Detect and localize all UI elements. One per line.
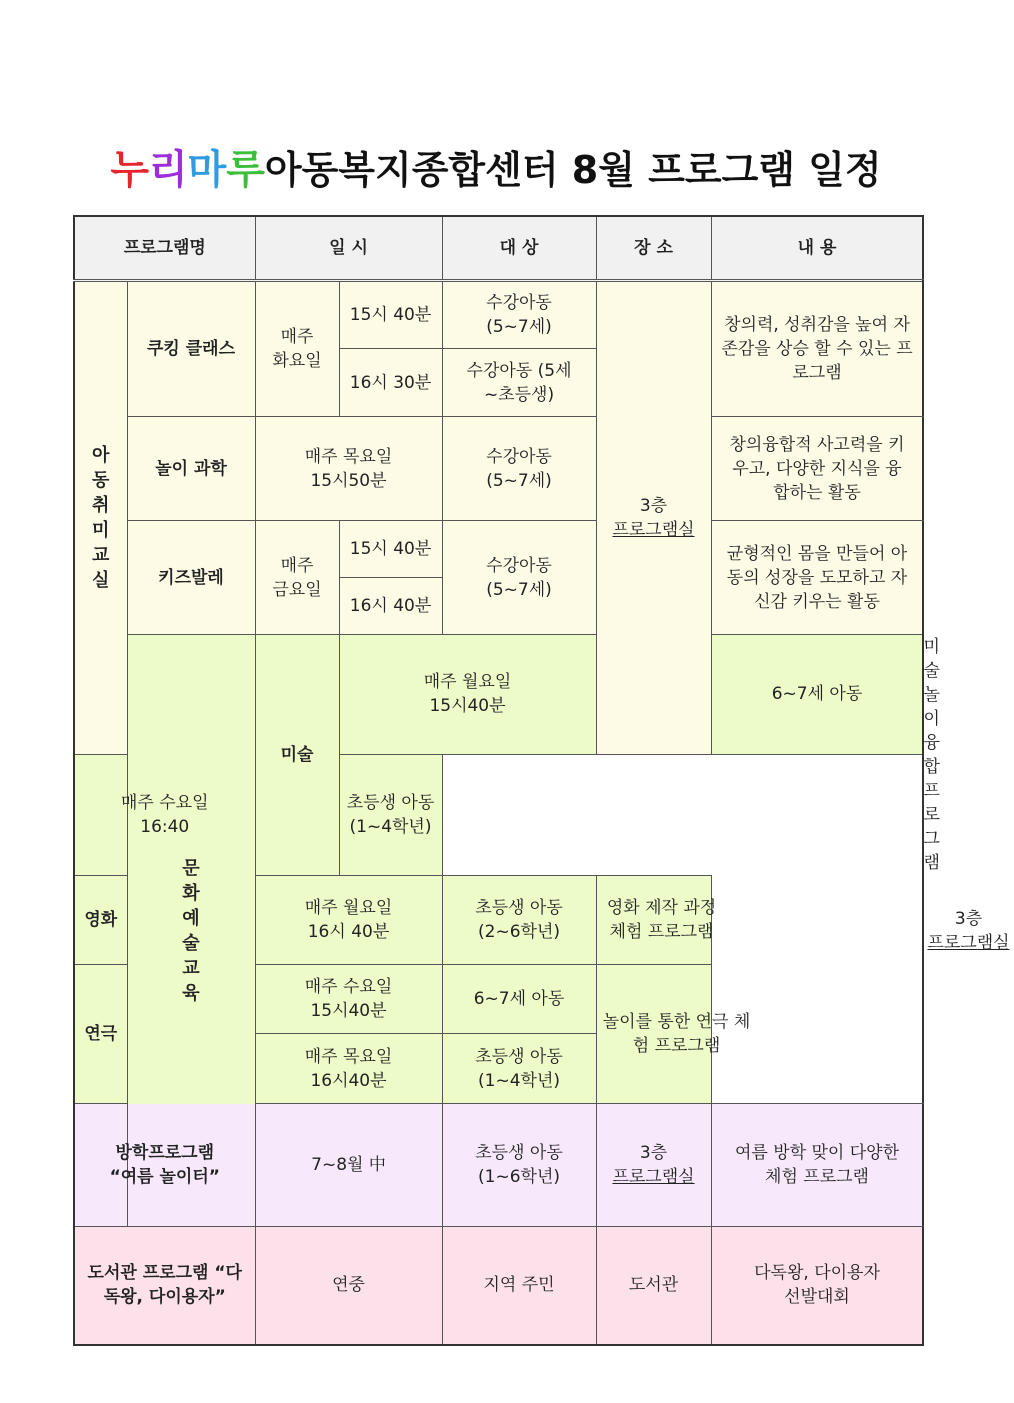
- art-schedule-2: 매주 수요일 16:40: [74, 754, 255, 875]
- schedule-table: 프로그램명 일 시 대 상 장 소 내 용 아동취미교실 쿠킹 클래스 매주 화요일 15시 40분 수강아동 (5~7세) 3층 프로그램실 창의력, 성취감을 높여 자존감을 상승 할 수 있는 프로그램 16시 30분 수강아동 (5세~초등생) 놀이 과학 매주 목요일 15시50분 수강아동 (5~7세) 창의융합적 사고력을 키우고, 다양한 지식을 융합하는 활동 키즈발레 매주 금요일 15시 40분 수강아동 (5~7세) 균형적인 몸을 만들어 아동의 성장을 도모하고 자신감 키우는 활동 16시 40분 문화예술교육 미술 매주 월요일 15시40분 6~7세 아동 3층 프로그램실 미술 놀이 융합 프로그램 매주 수요일 16:40 초등생 아동 (1~4학년) 영화 매주 월요일 16시 40분 초등생 아동 (2~6학년) 영화 제작 과정 체험 프로그램 연극 매주 수요일 15시40분 6~7세 아동 놀이를 통한 연극 체험 프로그램 매주 목요일 16시40분 초등생 아동 (1~4학년) 방학프로그램 “여름 놀이터” 7~8월 中 초등생 아동 (1~6학년) 3층 프로그램실 여름 방학 맞이 다양한 체험 프로그램 도서관 프로그램 “다독왕, 다이용자” 연중 지역 주민 도서관 다독왕, 다이용자 선발대회: [73, 215, 924, 1346]
- header-content: 내 용: [711, 216, 923, 281]
- program-cooking: 쿠킹 클래스: [127, 281, 255, 417]
- drama-target-2: 초등생 아동 (1~4학년): [442, 1034, 596, 1104]
- film-target: 초등생 아동 (2~6학년): [442, 876, 596, 965]
- page-title: [0, 140, 992, 200]
- brand-char: 누: [110, 147, 149, 193]
- title-rest: 아동복지종합센터 8월 프로그램 일정: [264, 148, 882, 192]
- brand-char: 루: [226, 147, 265, 193]
- program-afterschool: 방학프로그램 “여름 놀이터”: [74, 1104, 255, 1227]
- drama-schedule-1: 매주 수요일 15시40분: [255, 965, 442, 1034]
- category-culture: 문화예술교육: [127, 635, 255, 1227]
- library-target: 지역 주민: [442, 1227, 596, 1345]
- cooking-target-1: 수강아동 (5~7세): [442, 281, 596, 349]
- ballet-time-2: 16시 40분: [339, 578, 442, 635]
- library-schedule: 연중: [255, 1227, 442, 1345]
- library-content: 다독왕, 다이용자 선발대회: [711, 1227, 923, 1345]
- science-target: 수강아동 (5~7세): [442, 417, 596, 521]
- ballet-day: 매주 금요일: [255, 521, 339, 635]
- program-art: 미술: [255, 635, 339, 876]
- header-program: 프로그램명: [74, 216, 255, 281]
- cooking-content: 창의력, 성취감을 높여 자존감을 상승 할 수 있는 프로그램: [711, 281, 923, 417]
- ballet-content: 균형적인 몸을 만들어 아동의 성장을 도모하고 자신감 키우는 활동: [711, 521, 923, 635]
- science-schedule: 매주 목요일 15시50분: [255, 417, 442, 521]
- film-schedule: 매주 월요일 16시 40분: [255, 876, 442, 965]
- program-ballet: 키즈발레: [127, 521, 255, 635]
- cooking-time-1: 15시 40분: [339, 281, 442, 349]
- header-place: 장 소: [596, 216, 711, 281]
- ballet-time-1: 15시 40분: [339, 521, 442, 578]
- program-science: 놀이 과학: [127, 417, 255, 521]
- art-target-2: 초등생 아동 (1~4학년): [339, 754, 442, 875]
- brand-char: 리: [148, 147, 188, 193]
- program-film: 영화: [74, 876, 127, 965]
- brand-char: 마: [187, 147, 227, 193]
- art-target-1: 6~7세 아동: [711, 635, 923, 755]
- ballet-target: 수강아동 (5~7세): [442, 521, 596, 635]
- drama-target-1: 6~7세 아동: [442, 965, 596, 1034]
- header-row: [74, 216, 923, 281]
- program-drama: 연극: [74, 965, 127, 1104]
- drama-content: 놀이를 통한 연극 체험 프로그램: [596, 965, 711, 1104]
- science-content: 창의융합적 사고력을 키우고, 다양한 지식을 융합하는 활동: [711, 417, 923, 521]
- afterschool-content: 여름 방학 맞이 다양한 체험 프로그램: [711, 1104, 923, 1227]
- program-library: 도서관 프로그램 “다독왕, 다이용자”: [74, 1227, 255, 1345]
- afterschool-place: 3층 프로그램실: [596, 1104, 711, 1227]
- afterschool-schedule: 7~8월 中: [255, 1104, 442, 1227]
- cooking-time-2: 16시 30분: [339, 349, 442, 417]
- cooking-target-2: 수강아동 (5세~초등생): [442, 349, 596, 417]
- header-target: 대 상: [442, 216, 596, 281]
- library-place: 도서관: [596, 1227, 711, 1345]
- film-content: 영화 제작 과정 체험 프로그램: [596, 876, 711, 965]
- header-schedule: 일 시: [255, 216, 442, 281]
- drama-schedule-2: 매주 목요일 16시40분: [255, 1034, 442, 1104]
- cooking-day: 매주 화요일: [255, 281, 339, 417]
- section1-place: 3층 프로그램실: [596, 281, 711, 755]
- afterschool-target: 초등생 아동 (1~6학년): [442, 1104, 596, 1227]
- category-hobby: 아동취미교실: [74, 281, 127, 755]
- art-schedule-1: 매주 월요일 15시40분: [339, 635, 596, 755]
